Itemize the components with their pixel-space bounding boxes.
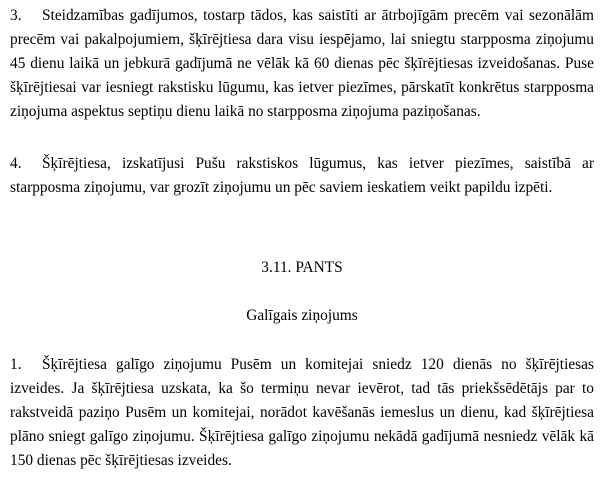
paragraph-4 (10, 152, 594, 200)
paragraph-1-text: Šķīrējtiesa galīgo ziņojumu Pusēm un komitejai sniedz 120 dienās no šķīrējtiesas izveides. Ja šķīrējtiesa uzskata, ka šo termiņu nevar ievērot, tad tās priekšsēdētājs par to rakstveidā paziņo Pusēm un komitejai, norādot kavēšanās iemeslus un dienu, kad šķīrējtiesa plāno sniegt galīgo ziņojumu. Šķīrējtiesa galīgo ziņojumu nekādā gadījumā nesniedz vēlāk kā 150 dienas pēc šķīrējtiesas izveides. (10, 356, 594, 469)
paragraph-4-number: 4. (10, 155, 22, 172)
article-heading: 3.11. PANTS (261, 259, 343, 276)
paragraph-4-text: Šķīrējtiesa, izskatījusi Pušu rakstiskos lūgumus, kas ietver piezīmes, saistībā ar starpposma ziņojumu, var grozīt ziņojumu un pēc saviem ieskatiem veikt papildu izpēti. (10, 155, 594, 196)
paragraph-1-number: 1. (10, 356, 22, 373)
paragraph-3 (10, 4, 594, 124)
paragraph-3-text: Steidzamības gadījumos, tostarp tādos, kas saistīti ar ātrbojīgām precēm vai sezonālām precēm vai pakalpojumiem, šķīrējtiesa dara visu iespējamo, lai sniegtu starpposma ziņojumu 45 dienu laikā un jebkurā gadījumā ne vēlāk kā 60 dienas pēc šķīrējtiesas izveidošanas. Puse šķīrējtiesai var iesniegt rakstisku lūgumu, kas ietver piezīmes, pārskatīt konkrētus starpposma ziņojuma aspektus septiņu dienu laikā no starpposma ziņojuma paziņošanas. (10, 7, 594, 120)
paragraph-3-number: 3. (10, 7, 22, 24)
paragraph-1 (10, 353, 594, 473)
article-title: Galīgais ziņojums (246, 307, 358, 324)
